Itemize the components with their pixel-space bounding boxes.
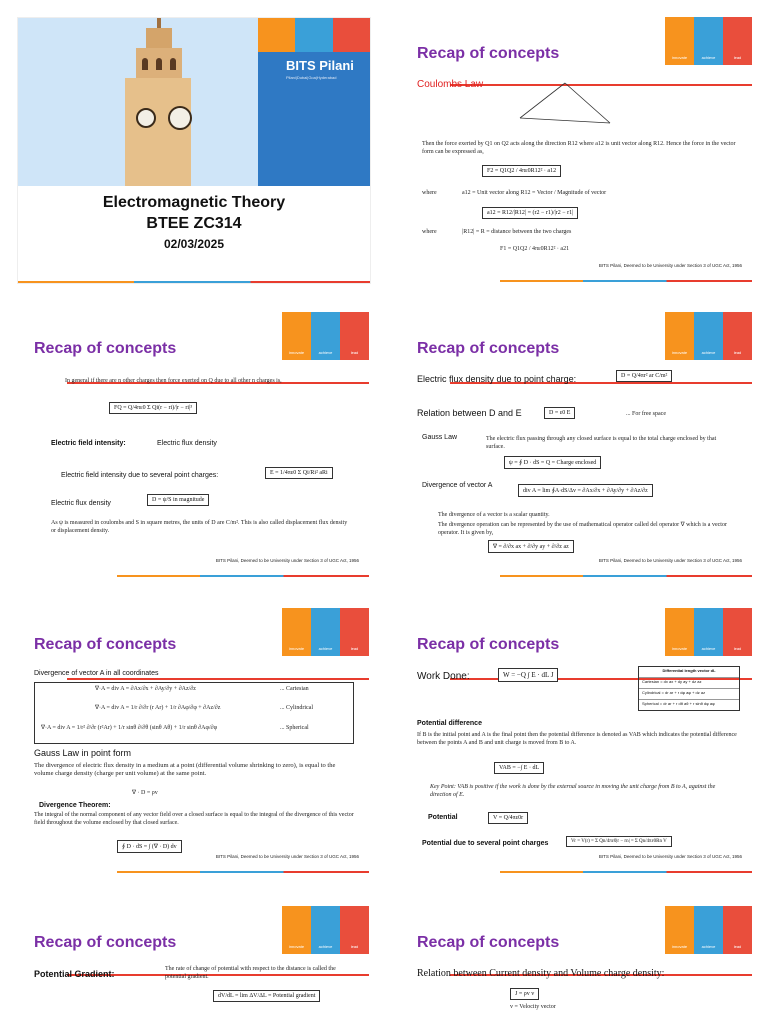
slide-title: Recap of concepts bbox=[34, 340, 177, 357]
slide-title: Recap of concepts bbox=[417, 340, 560, 357]
equation-box: Vr = V(r) = Σ Qn/4πε0|r − rn| = Σ Qn/4πε0Rn V bbox=[566, 836, 672, 847]
equation-box: VAB = −∫ E · dL bbox=[494, 762, 544, 774]
brand-stripes: innovate achieve lead bbox=[665, 906, 752, 954]
slide-gauss-law: Recap of concepts innovate achieve lead Electric flux density due to point charge: D = Q/4πr² ar C/m² Relation between D and E D = ε0 E ... For free space Gauss Law The electric flux passing through any closed surface is equal to the total charge enclosed by that surface. ψ = ∮ D · dS = Q = Charge enclosed Divergence of vector A div A = lim ∮A·dS/Δv = ∂Ax/∂x + ∂Ay/∂y + ∂Az/∂z The divergence of a vector is a scalar quantity. The divergence operation can be represented by the use of mathematical operator called del operator ∇ which is a vector operator. It is given by, ∇ = ∂/∂x ax + ∂/∂y ay + ∂/∂z az BITS Pilani, Deemed to be University under Section 3 of UGC Act, 1956 bbox=[400, 312, 752, 577]
course-title: Electromagnetic Theory bbox=[102, 194, 286, 211]
brand-stripes: innovate achieve lead bbox=[665, 17, 752, 65]
slide-title: Recap of concepts bbox=[417, 934, 560, 951]
brand-panel bbox=[258, 18, 370, 186]
slide-divergence: Recap of concepts innovate achieve lead Divergence of vector A in all coordinates ∇·A = div A = ∂Ax/∂x + ∂Ay/∂y + ∂Az/∂z ... Cartesian ∇·A = div A = 1/r ∂/∂r (r Ar) + 1/r ∂Aφ/∂φ + ∂Az/∂z ... Cylindrical ∇·A = div A = 1/r² ∂/∂r (r²Ar) + 1/r sinθ ∂/∂θ (sinθ Aθ) + 1/r sinθ ∂Aφ/∂φ ... Spherical Gauss Law in point form The divergence of electric flux density in a medium at a point (differential volume shrinking to zero), is equal to the volume charge density (charge per unit volume) at the same point. ∇ · D = ρv Divergence Theorem: The integral of the normal component of any vector field over a closed surface is equal to the integral of the divergence of this vector field throughout the volume enclosed by that closed surface. ∮ D · dS = ∫ (∇ · D) dv BITS Pilani, Deemed to be University under Section 3 of UGC Act, 1956 bbox=[17, 608, 369, 873]
equation-box: FQ = Q/4πε0 Σ Qi(r − ri)/|r − ri|³ bbox=[109, 402, 197, 414]
equation-box: D = Q/4πr² ar C/m² bbox=[616, 370, 672, 382]
logo-tagline: Pilani|Dubai|Goa|Hyderabad bbox=[286, 75, 337, 80]
footer: BITS Pilani, Deemed to be University under Section 3 of UGC Act, 1956 bbox=[215, 558, 359, 563]
equation-box: E = 1/4πε0 Σ Qi/Ri² aRi bbox=[265, 467, 333, 479]
slide-coulombs-law: Recap of concepts innovate achieve lead Coulombs Law Then the force exerted by Q1 on Q2 acts along the direction R12 where a12 is unit vector along R12. Hence the force in the vector form can be expressed as, F2 = Q1Q2 / 4πε0R12² · a12 where a12 = Unit vector along R12 = Vector / Magnitude of vector a12 = R12/|R12| = (r2 − r1)/|r2 − r1| where |R12| = R = distance between the two charges F1 = Q1Q2 / 4πε0R12² · a21 BITS Pilani, Deemed to be University under Section 3 of UGC Act, 1956 bbox=[400, 17, 752, 282]
equation-box: W = −Q ∫ E · dL J bbox=[498, 668, 558, 682]
equation-box: ψ = ∮ D · dS = Q = Charge enclosed bbox=[504, 456, 601, 469]
footer: BITS Pilani, Deemed to be University under Section 3 of UGC Act, 1956 bbox=[598, 854, 742, 859]
brand-stripes: innovate achieve lead bbox=[282, 906, 369, 954]
equation-box: a12 = R12/|R12| = (r2 − r1)/|r2 − r1| bbox=[482, 207, 578, 219]
equation-box: dV/dL = lim ΔV/ΔL = Potential gradient bbox=[213, 990, 320, 1002]
equation-box: V = Q/4πε0r bbox=[488, 812, 528, 824]
slide-title: Recap of concepts bbox=[34, 636, 177, 653]
equation-box: D = ε0 E bbox=[544, 407, 575, 419]
vector-diagram bbox=[510, 73, 620, 133]
slide-title: Recap of concepts bbox=[417, 45, 560, 62]
footer: BITS Pilani, Deemed to be University under Section 3 of UGC Act, 1956 bbox=[598, 263, 742, 268]
brand-stripes: innovate achieve lead bbox=[665, 312, 752, 360]
slide-potential: Recap of concepts innovate achieve lead Work Done: W = −Q ∫ E · dL J Differential length vector dL Cartesian = dx ax + dy ay + dz az Cylindrical = dr ar + r dφ aφ + dz az Spherical = dr ar + r dθ aθ + r sinθ dφ aφ Potential difference If B is the initial point and A is the final point then the potential difference is denoted as VAB which indicates the potential difference between the points A and B and unit charge is moved from B to A. VAB = −∫ E · dL Key Point: VAB is positive if the work is done by the external source in moving the unit charge from B to A, against the direction of E. Potential V = Q/4πε0r Potential due to several point charges Vr = V(r) = Σ Qn/4πε0|r − rn| = Σ Qn/4πε0Rn V BITS Pilani, Deemed to be University under Section 3 of UGC Act, 1956 bbox=[400, 608, 752, 873]
title-slide bbox=[17, 17, 371, 284]
differential-length-table: Differential length vector dL Cartesian = dx ax + dy ay + dz az Cylindrical = dr ar + r dφ aφ + dz az Spherical = dr ar + r dθ aθ + r sinθ dφ aφ bbox=[638, 666, 740, 711]
brand-stripes: innovate achieve lead bbox=[282, 312, 369, 360]
bits-logo: BITS Pilani bbox=[286, 58, 354, 73]
clock-face bbox=[168, 106, 192, 130]
brand-stripes: innovate achieve lead bbox=[665, 608, 752, 656]
equation-box: div A = lim ∮A·dS/Δv = ∂Ax/∂x + ∂Ay/∂y + ∂Az/∂z bbox=[518, 484, 653, 497]
clock-face bbox=[136, 108, 156, 128]
equation-box: ∇ = ∂/∂x ax + ∂/∂y ay + ∂/∂z az bbox=[488, 540, 574, 553]
slide-electric-field: Recap of concepts innovate achieve lead In general if there are n other charges then force exerted on Q due to all other n charges is, FQ = Q/4πε0 Σ Qi(r − ri)/|r − ri|³ Electric field intensity: Electric flux density Electric field intensity due to several point charges: E = 1/4πε0 Σ Qi/Ri² aRi Electric flux density D = ψ/S in magnitude As ψ is measured in coulombs and S in square metres, the units of D are C/m². This is also called displacement flux density or displacement density. BITS Pilani, Deemed to be University under Section 3 of UGC Act, 1956 bbox=[17, 312, 369, 577]
slide-subtitle: Coulombs Law bbox=[417, 79, 484, 90]
course-code: BTEE ZC314 bbox=[146, 215, 242, 232]
coordinates-table: ∇·A = div A = ∂Ax/∂x + ∂Ay/∂y + ∂Az/∂z ... Cartesian ∇·A = div A = 1/r ∂/∂r (r Ar) + 1/r ∂Aφ/∂φ + ∂Az/∂z ... Cylindrical ∇·A = div A = 1/r² ∂/∂r (r²Ar) + 1/r sinθ ∂/∂θ (sinθ Aθ) + 1/r sinθ ∂Aφ/∂φ ... Spherical bbox=[34, 682, 354, 744]
equation-box: J = ρv v bbox=[510, 988, 539, 1000]
slide-potential-gradient: Recap of concepts innovate achieve lead Potential Gradient: The rate of change of potential with respect to the distance is called the potential gradient. dV/dL = lim ΔV/ΔL = Potential gradient bbox=[17, 906, 369, 1024]
equation-box: D = ψ/S in magnitude bbox=[147, 494, 209, 506]
slide-title: Recap of concepts bbox=[34, 934, 177, 951]
footer: BITS Pilani, Deemed to be University under Section 3 of UGC Act, 1956 bbox=[215, 854, 359, 859]
equation-box: F2 = Q1Q2 / 4πε0R12² · a12 bbox=[482, 165, 561, 177]
lecture-date: 02/03/2025 bbox=[163, 237, 225, 251]
brand-stripes: innovate achieve lead bbox=[282, 608, 369, 656]
footer: BITS Pilani, Deemed to be University under Section 3 of UGC Act, 1956 bbox=[598, 558, 742, 563]
slide-current-density: Recap of concepts innovate achieve lead Relation between Current density and Volume charge density: J = ρv v v = Velocity vector bbox=[400, 906, 752, 1024]
slide-title: Recap of concepts bbox=[417, 636, 560, 653]
equation-box: ∮ D · dS = ∫ (∇ · D) dv bbox=[117, 840, 182, 853]
